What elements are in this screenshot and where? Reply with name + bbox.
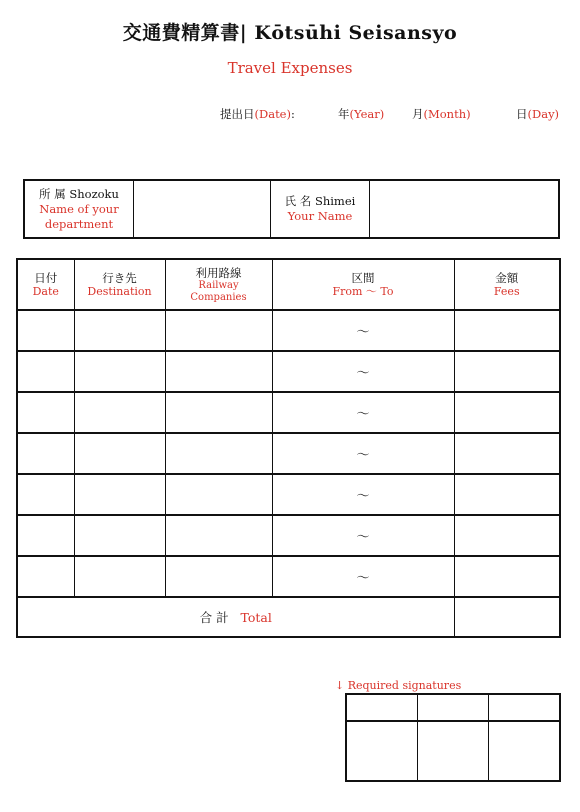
- railway-cell[interactable]: [165, 515, 272, 556]
- fees-cell[interactable]: [454, 515, 560, 556]
- date-cell[interactable]: [17, 392, 74, 433]
- year-field[interactable]: [338, 106, 384, 122]
- signature-header-cell[interactable]: [489, 694, 560, 721]
- date-label-ja: 提出日: [220, 107, 255, 121]
- submission-date-line: [220, 106, 570, 124]
- header-section-en: From 〜 To: [332, 284, 394, 298]
- table-row: [17, 515, 560, 556]
- table-row: [17, 474, 560, 515]
- date-cell[interactable]: [17, 515, 74, 556]
- total-row: [17, 597, 560, 637]
- section-cell[interactable]: 〜: [272, 392, 454, 433]
- header-railway-en-1: Railway: [198, 279, 239, 291]
- fees-cell[interactable]: [454, 433, 560, 474]
- date-label: [220, 106, 295, 122]
- header-date: [17, 259, 74, 310]
- department-label-cell: [24, 180, 134, 238]
- table-row: [17, 310, 560, 351]
- form-title: 交通費精算書| Kōtsūhi Seisansyo: [122, 22, 458, 44]
- signature-table: [345, 693, 561, 782]
- day-field[interactable]: [516, 106, 559, 122]
- header-section-ja: 区間: [351, 270, 375, 285]
- table-row: [17, 351, 560, 392]
- total-label-ja: 合 計: [199, 610, 229, 625]
- name-label-cell: [271, 180, 370, 238]
- date-cell[interactable]: [17, 433, 74, 474]
- date-cell[interactable]: [17, 310, 74, 351]
- header-railway-ja: 利用路線: [195, 265, 242, 280]
- date-colon: :: [290, 107, 295, 121]
- destination-cell[interactable]: [74, 392, 165, 433]
- department-input-cell[interactable]: [134, 180, 271, 238]
- signature-header-cell[interactable]: [417, 694, 488, 721]
- railway-cell[interactable]: [165, 310, 272, 351]
- date-label-en: (Date): [254, 107, 291, 121]
- section-cell[interactable]: 〜: [272, 433, 454, 474]
- fees-cell[interactable]: [454, 310, 560, 351]
- railway-cell[interactable]: [165, 392, 272, 433]
- section-cell[interactable]: 〜: [272, 515, 454, 556]
- fees-cell[interactable]: [454, 474, 560, 515]
- department-label-en-2: department: [44, 216, 114, 231]
- header-railway: [165, 259, 272, 310]
- header-railway-en-2: Companies: [190, 291, 247, 303]
- destination-cell[interactable]: [74, 515, 165, 556]
- year-label-ja: 年: [338, 107, 350, 121]
- destination-cell[interactable]: [74, 351, 165, 392]
- department-label-ja: 所 属 Shozoku: [39, 186, 119, 201]
- railway-cell[interactable]: [165, 556, 272, 597]
- section-cell[interactable]: 〜: [272, 310, 454, 351]
- month-field[interactable]: [412, 106, 471, 122]
- section-cell[interactable]: 〜: [272, 351, 454, 392]
- header-date-ja: 日付: [34, 270, 58, 285]
- table-row: [17, 392, 560, 433]
- header-destination: [74, 259, 165, 310]
- fees-cell[interactable]: [454, 392, 560, 433]
- header-fees-ja: 金額: [495, 270, 519, 285]
- date-cell[interactable]: [17, 556, 74, 597]
- year-label-en: (Year): [349, 107, 385, 121]
- fees-cell[interactable]: [454, 351, 560, 392]
- railway-cell[interactable]: [165, 433, 272, 474]
- total-label-en: Total: [240, 610, 272, 625]
- signature-stamp-cell[interactable]: [346, 721, 417, 781]
- name-input-cell[interactable]: [370, 180, 560, 238]
- month-label-ja: 月: [412, 107, 424, 121]
- destination-cell[interactable]: [74, 310, 165, 351]
- signature-header-cell[interactable]: [346, 694, 417, 721]
- date-cell[interactable]: [17, 474, 74, 515]
- total-label-cell: [17, 597, 454, 637]
- signature-stamp-cell[interactable]: [417, 721, 488, 781]
- railway-cell[interactable]: [165, 351, 272, 392]
- signature-body-row: [346, 721, 560, 781]
- railway-cell[interactable]: [165, 474, 272, 515]
- day-label-ja: 日: [516, 107, 528, 121]
- signature-header-row: [346, 694, 560, 721]
- destination-cell[interactable]: [74, 474, 165, 515]
- header-destination-ja: 行き先: [102, 270, 137, 285]
- section-cell[interactable]: 〜: [272, 474, 454, 515]
- name-label-en: Your Name: [287, 209, 353, 223]
- required-signatures-label: ↓ Required signatures: [335, 679, 462, 692]
- header-fees-en: Fees: [493, 284, 520, 298]
- header-date-en: Date: [32, 284, 59, 298]
- destination-cell[interactable]: [74, 556, 165, 597]
- form-subtitle: Travel Expenses: [227, 59, 353, 77]
- name-label-ja: 氏 名 Shimei: [284, 194, 356, 208]
- applicant-info-table: [23, 179, 560, 239]
- header-fees: [454, 259, 560, 310]
- department-label-en-1: Name of your: [39, 201, 119, 216]
- signature-stamp-cell[interactable]: [489, 721, 560, 781]
- total-value-cell[interactable]: [454, 597, 560, 637]
- header-destination-en: Destination: [87, 284, 152, 298]
- table-row: [17, 433, 560, 474]
- expense-header-row: [17, 259, 560, 310]
- fees-cell[interactable]: [454, 556, 560, 597]
- date-cell[interactable]: [17, 351, 74, 392]
- destination-cell[interactable]: [74, 433, 165, 474]
- month-label-en: (Month): [423, 107, 471, 121]
- day-label-en: (Day): [527, 107, 560, 121]
- section-cell[interactable]: 〜: [272, 556, 454, 597]
- expense-table: [16, 258, 561, 638]
- header-section: [272, 259, 454, 310]
- table-row: [17, 556, 560, 597]
